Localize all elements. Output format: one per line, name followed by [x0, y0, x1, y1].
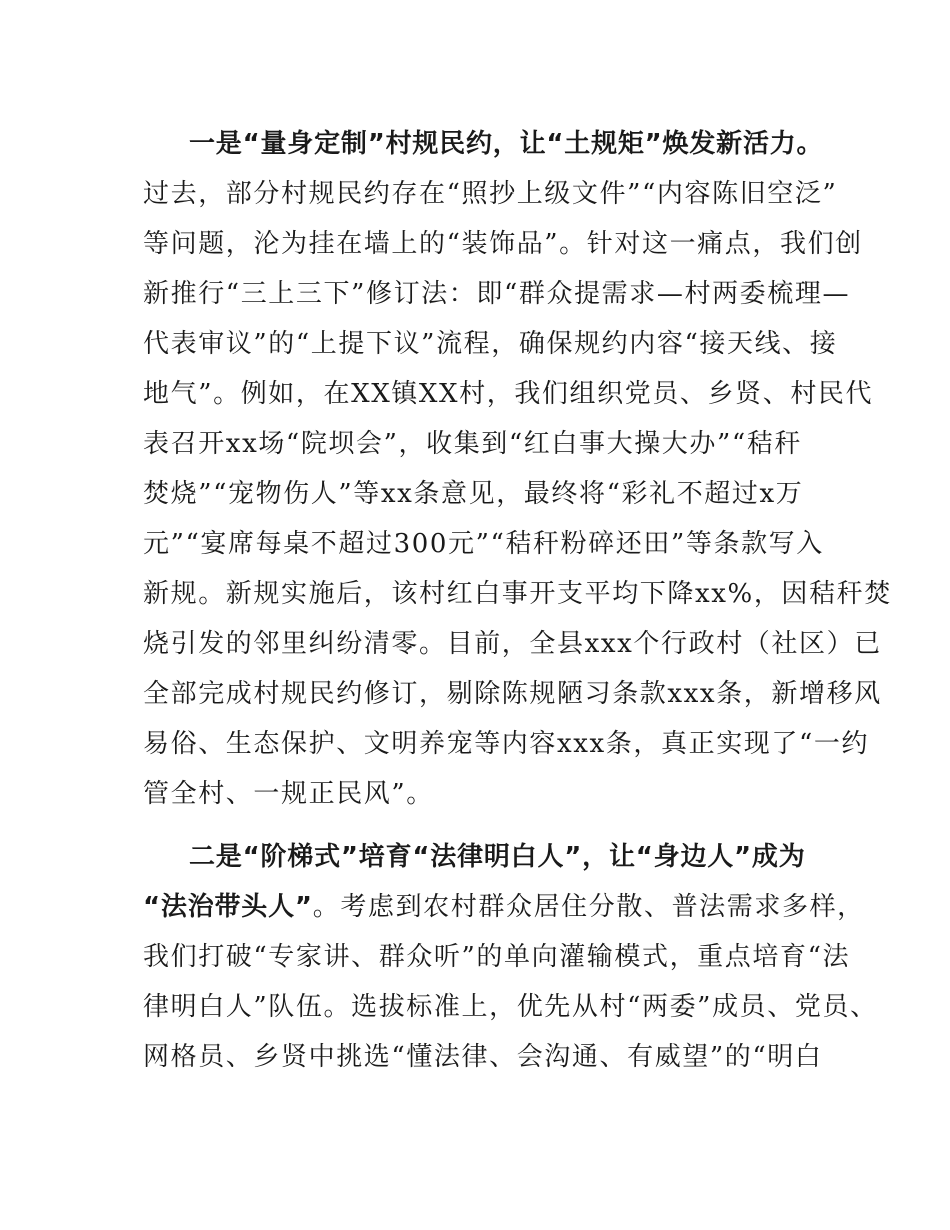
paragraph-1-line: 烧引发的邻里纠纷清零。目前，全县xxx个行政村（社区）已 — [143, 629, 882, 659]
paragraph-1-line: 等问题，沦为挂在墙上的“装饰品”。针对这一痛点，我们创 — [143, 229, 863, 259]
paragraph-1-line: 地气”。例如，在XX镇XX村，我们组织党员、乡贤、村民代 — [143, 379, 874, 409]
paragraph-1-heading: 一是“量身定制”村规民约，让“土规矩”焕发新活力。 — [189, 129, 824, 159]
paragraph-1-line: 元”“宴席每桌不超过300元”“秸秆粉碎还田”等条款写入 — [143, 529, 824, 559]
paragraph-2-heading: 二是“阶梯式”培育“法律明白人”，让“身边人”成为 — [189, 842, 806, 872]
paragraph-2-line: 律明白人”队伍。选拔标准上，优先从村“两委”成员、党员、 — [143, 992, 878, 1022]
paragraph-1-line: 新推行“三上三下”修订法：即“群众提需求—村两委梳理— — [143, 279, 851, 309]
paragraph-1-line: 新规。新规实施后，该村红白事开支平均下降xx%，因秸秆焚 — [143, 579, 892, 609]
paragraph-2-line: 我们打破“专家讲、群众听”的单向灌输模式，重点培育“法 — [143, 942, 851, 972]
paragraph-1-line: 表召开xx场“院坝会”，收集到“红白事大操大办”“秸秆 — [143, 429, 802, 459]
paragraph-2-line: 网格员、乡贤中挑选“懂法律、会沟通、有威望”的“明白 — [143, 1042, 823, 1072]
paragraph-1-line: 过去，部分村规民约存在“照抄上级文件”“内容陈旧空泛” — [143, 179, 838, 209]
paragraph-1-line: 管全村、一规正民风”。 — [143, 779, 434, 809]
paragraph-2-line-rest: 。考虑到农村群众居住分散、普法需求多样， — [312, 892, 865, 922]
paragraph-2-heading-tail: “法治带头人” — [143, 892, 313, 922]
paragraph-2-heading-continuation — [143, 887, 865, 927]
paragraph-1-line: 焚烧”“宠物伤人”等xx条意见，最终将“彩礼不超过x万 — [143, 479, 804, 509]
paragraph-1-line: 易俗、生态保护、文明养宠等内容xxx条，真正实现了“一约 — [143, 729, 870, 759]
paragraph-1-line: 全部完成村规民约修订，剔除陈规陋习条款xxx条，新增移风 — [143, 679, 882, 709]
paragraph-1-line: 代表审议”的“上提下议”流程，确保规约内容“接天线、接 — [143, 329, 838, 359]
